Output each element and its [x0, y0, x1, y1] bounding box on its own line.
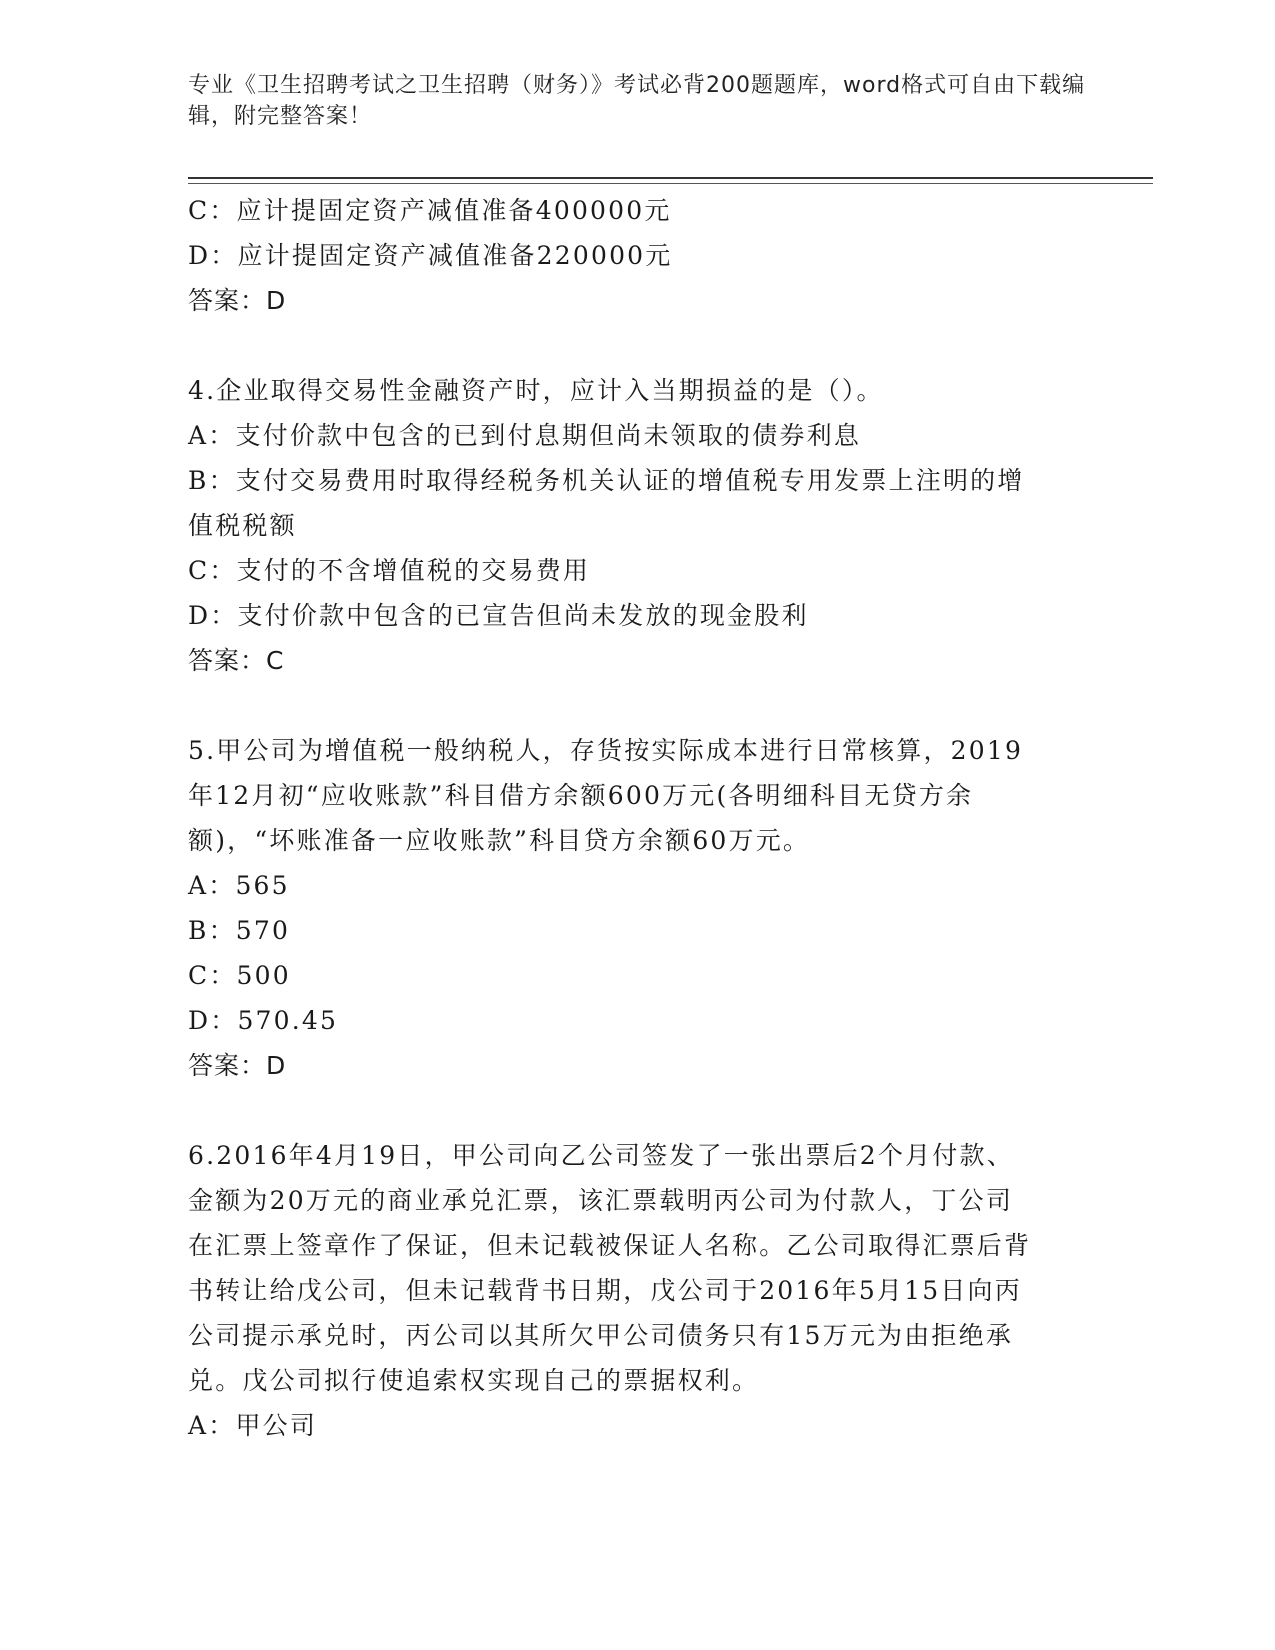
- q3-option-d: D：应计提固定资产减值准备220000元: [188, 241, 673, 270]
- q5-answer: 答案：D: [188, 1051, 287, 1080]
- q4-answer: 答案：C: [188, 646, 285, 675]
- q4-option-d: D：支付价款中包含的已宣告但尚未发放的现金股利: [188, 601, 809, 630]
- q3-option-c: C：应计提固定资产减值准备400000元: [188, 196, 672, 225]
- q6-stem: 6.2016年4月19日，甲公司向乙公司签发了一张出票后2个月付款、金额为20万元的商业承兑汇票，该汇票载明丙公司为付款人，丁公司在汇票上签章作了保证，但未记载被保证人名称。乙公司取得汇票后背书转让给戊公司，但未记载背书日期，戊公司于2016年5月15日向丙公司提示承兑时，丙公司以其所欠甲公司债务只有15万元为由拒绝承兑。戊公司拟行使追索权实现自己的票据权利。: [188, 1141, 1032, 1395]
- q6-option-a: A：甲公司: [188, 1411, 318, 1440]
- q4-option-b: B：支付交易费用时取得经税务机关认证的增值税专用发票上注明的增值税税额: [188, 466, 1025, 540]
- q5-option-d: D：570.45: [188, 1006, 339, 1035]
- document-header: 专业《卫生招聘考试之卫生招聘（财务）》考试必背200题题库，word格式可自由下载编辑，附完整答案！: [188, 73, 1086, 129]
- header-rule-thin: [188, 183, 1153, 184]
- q3-answer: 答案：D: [188, 286, 287, 315]
- q5-option-b: B：570: [188, 916, 291, 945]
- q4-option-a: A：支付价款中包含的已到付息期但尚未领取的债券利息: [188, 421, 862, 450]
- q5-option-c: C：500: [188, 961, 291, 990]
- document-body: [188, 188, 1088, 1448]
- q5-stem: 5.甲公司为增值税一般纳税人，存货按实际成本进行日常核算，2019年12月初“应收账款”科目借方余额600万元(各明细科目无贷方余额)，“坏账准备一应收账款”科目贷方余额60万元。: [188, 736, 1024, 855]
- q4-option-c: C：支付的不含增值税的交易费用: [188, 556, 591, 585]
- q5-option-a: A：565: [188, 871, 290, 900]
- header-rule: [188, 177, 1153, 179]
- q4-stem: 4.企业取得交易性金融资产时，应计入当期损益的是（）。: [188, 376, 884, 405]
